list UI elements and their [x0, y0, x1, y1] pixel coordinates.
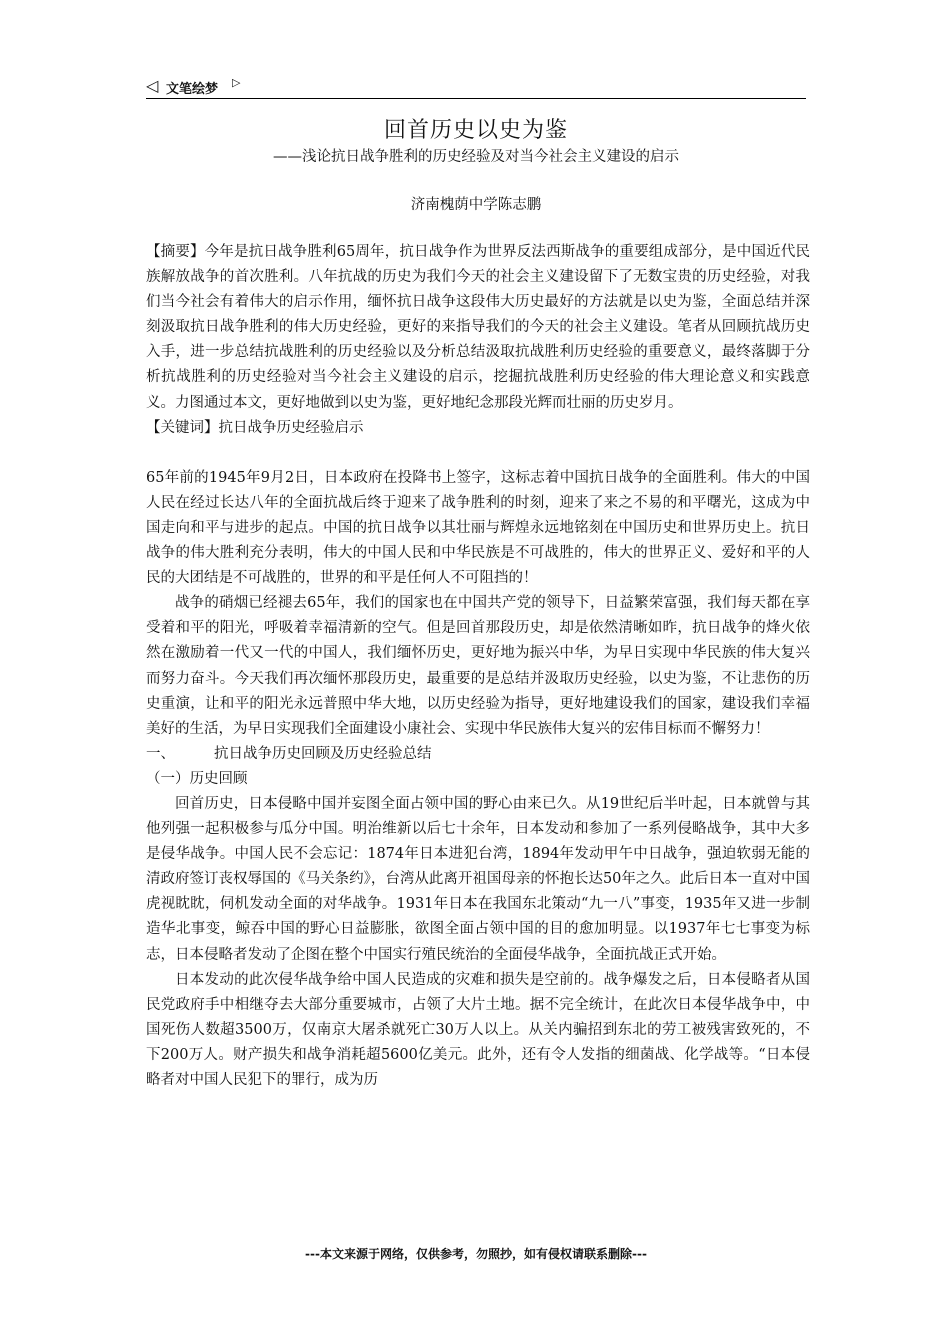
triangle-left-icon: ◁ — [146, 76, 159, 95]
author-line: 济南槐荫中学陈志鹏 — [410, 197, 542, 213]
document-title: 回首历史以史为鉴 — [383, 118, 568, 143]
section-number: 一、 — [146, 745, 175, 762]
paragraph-2: 战争的硝烟已经褪去65年，我们的国家也在中国共产党的领导下，日益繁荣富强，我们每天都在享受着和平的阳光，呼吸着幸福清新的空气。但是回首那段历史，却是依然清晰如昨，抗日战争的烽火依然在激励着一代又一代的中国人，我们缅怀历史，更好地为振兴中华，为早日实现中华民族的伟大复兴而努力奋斗。今天我们再次缅怀那段历史，最重要的是总结并汲取历史经验，以史为鉴，不让悲伤的历史重演，让和平的阳光永远普照中华大地，以历史经验为指导，更好地建设我们的国家，建设我们幸福美好的生活，为早日实现我们全面建设小康社会、实现中华民族伟大复兴的宏伟目标而不懈努力！ — [146, 595, 810, 737]
paragraph-1: 65年前的1945年9月2日，日本政府在投降书上签字，这标志着中国抗日战争的全面胜利。伟大的中国人民在经过长达八年的全面抗战后终于迎来了战争胜利的时刻，迎来了来之不易的和平曙光，这成为中国走向和平与进步的起点。中国的抗日战争以其壮丽与辉煌永远地铭刻在中国历史和世界历史上。抗日战争的伟大胜利充分表明，伟大的中国人民和中华民族是不可战胜的，伟大的世界正义、爱好和平的人民的大团结是不可战胜的，世界的和平是任何人不可阻挡的！ — [146, 469, 810, 587]
blank-line — [146, 441, 810, 466]
document-subtitle: ——浅论抗日战争胜利的历史经验及对当今社会主义建设的启示 — [273, 149, 679, 165]
section-heading — [146, 742, 810, 767]
section-heading-text: 抗日战争历史回顾及历史经验总结 — [214, 745, 432, 762]
triangle-right-icon: ▷ — [232, 76, 241, 89]
subsection-heading: （一）历史回顾 — [146, 770, 248, 787]
page-header — [146, 74, 806, 99]
abstract-paragraph: 【摘要】今年是抗日战争胜利65周年，抗日战争作为世界反法西斯战争的重要组成部分，是中国近代民族解放战争的首次胜利。八年抗战的历史为我们今天的社会主义建设留下了无数宝贵的历史经验，对我们当今社会有着伟大的启示作用，缅怀抗日战争这段伟大历史最好的方法就是以史为鉴，全面总结并深刻汲取抗日战争胜利的伟大历史经验，更好的来指导我们的今天的社会主义建设。笔者从回顾抗战历史入手，进一步总结抗战胜利的历史经验以及分析总结汲取抗战胜利历史经验的重要意义，最终落脚于分析抗战胜利的历史经验对当今社会主义建设的启示，挖掘抗战胜利历史经验的伟大理论意义和实践意义。力图通过本文，更好地做到以史为鉴，更好地纪念那段光辉而壮丽的历史岁月。 — [146, 244, 810, 411]
page-footer: ---本文来源于网络，仅供参考，勿照抄，如有侵权请联系删除--- — [305, 1247, 647, 1261]
header-title: 文笔绘梦 — [166, 82, 219, 97]
paragraph-3: 回首历史，日本侵略中国并妄图全面占领中国的野心由来已久。从19世纪后半叶起，日本就曾与其他列强一起积极参与瓜分中国。明治维新以后七十余年，日本发动和参加了一系列侵略战争，其中大多是侵华战争。中国人民不会忘记：1874年日本进犯台湾，1894年发动甲午中日战争，强迫软弱无能的清政府签订丧权辱国的《马关条约》，台湾从此离开祖国母亲的怀抱长达50年之久。此后日本一直对中国虎视眈眈，伺机发动全面的对华战争。1931年日本在我国东北策动“九一八”事变，1935年又进一步制造华北事变，鲸吞中国的野心日益膨胀，欲图全面占领中国的目的愈加明显。以1937年七七事变为标志，日本侵略者发动了企图在整个中国实行殖民统治的全面侵华战争，全面抗战正式开始。 — [146, 795, 810, 963]
document-body — [146, 240, 810, 1093]
keywords-line: 【关键词】抗日战争历史经验启示 — [146, 419, 364, 436]
paragraph-4: 日本发动的此次侵华战争给中国人民造成的灾难和损失是空前的。战争爆发之后，日本侵略者从国民党政府手中相继夺去大部分重要城市，占领了大片土地。据不完全统计，在此次日本侵华战争中，中国死伤人数超3500万，仅南京大屠杀就死亡30万人以上。从关内骗招到东北的劳工被残害致死的，不下200万人。财产损失和战争消耗超5600亿美元。此外，还有令人发指的细菌战、化学战等。“日本侵略者对中国人民犯下的罪行，成为历 — [146, 971, 810, 1088]
